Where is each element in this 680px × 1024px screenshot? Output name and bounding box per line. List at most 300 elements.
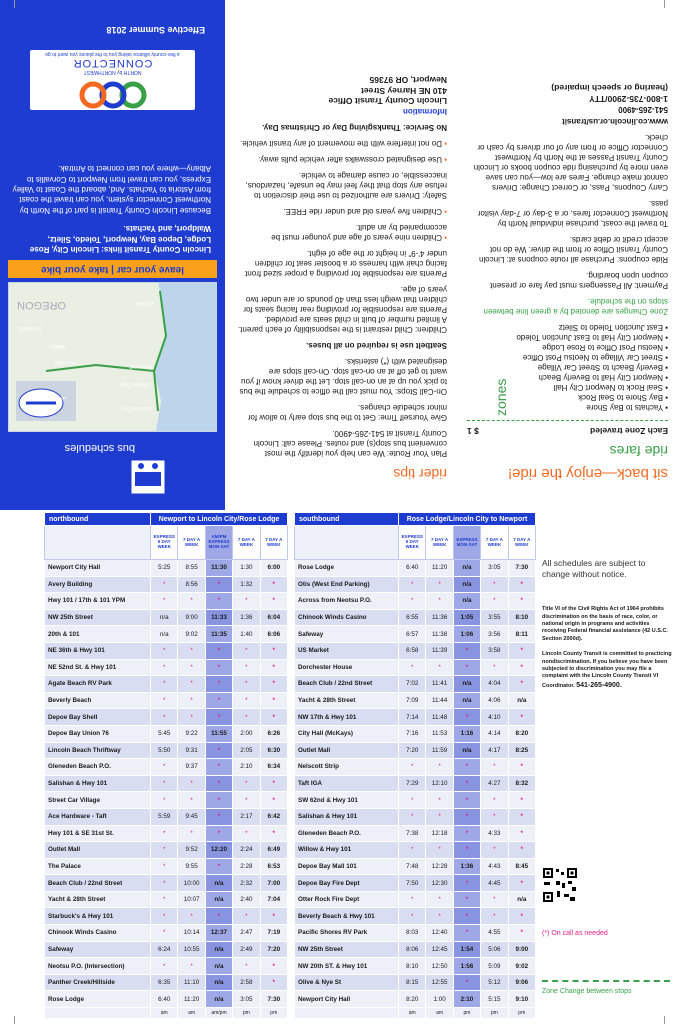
departure-time: 10:14 xyxy=(178,925,205,942)
departure-time: 10:55 xyxy=(178,941,205,958)
departure-time: * xyxy=(151,908,178,925)
stop-name: Olive & Nye St xyxy=(295,974,399,991)
logo-line1: NORTH by NORTHWEST xyxy=(83,69,142,75)
zone-item: • Neotsu Post Office to Rose Lodge xyxy=(516,342,668,352)
departure-time: * xyxy=(205,692,232,709)
service-col-header: 7 DAY A WEEK xyxy=(426,526,453,560)
service-col-header: AM/PM EXPRESS MON-SAT xyxy=(205,526,232,560)
departure-time: 12:18 xyxy=(426,825,453,842)
departure-time: 6:40 xyxy=(399,560,426,577)
departure-time: * xyxy=(260,659,287,676)
table-row xyxy=(45,759,288,776)
departure-time: * xyxy=(151,875,178,892)
table-row xyxy=(295,742,536,759)
departure-time: 8:06 xyxy=(399,941,426,958)
table-row xyxy=(45,725,288,742)
stop-name: Gleneden Beach P.O. xyxy=(295,825,399,842)
departure-time: * xyxy=(151,576,178,593)
table-row xyxy=(45,958,288,975)
departure-time: * xyxy=(151,842,178,859)
period-label: am xyxy=(426,1008,453,1019)
departure-time: 4:17 xyxy=(481,742,508,759)
zone-item: • Yachats to Bay Shore xyxy=(516,402,668,412)
stop-name: Outlet Mall xyxy=(295,742,399,759)
departure-time: 11:38 xyxy=(426,626,453,643)
departure-time: 1:06 xyxy=(453,626,480,643)
period-label: pm xyxy=(260,1008,287,1019)
northbound-route: Newport to Lincoln City/Rose Lodge xyxy=(151,513,288,526)
zone-legend: Zone Change between stops xyxy=(542,988,632,995)
departure-time: n/a xyxy=(508,692,535,709)
departure-time: n/a xyxy=(151,609,178,626)
table-row xyxy=(295,991,536,1008)
service-col-header: 7 DAY A WEEK xyxy=(260,526,287,560)
departure-time: 6:30 xyxy=(260,742,287,759)
departure-time: * xyxy=(205,825,232,842)
departure-time: * xyxy=(508,593,535,610)
departure-time: * xyxy=(205,709,232,726)
departure-time: 2:10 xyxy=(453,991,480,1008)
table-row xyxy=(295,659,536,676)
table-row xyxy=(295,908,536,925)
departure-time: 7:04 xyxy=(260,891,287,908)
stop-name: Salishan & Hwy 101 xyxy=(295,808,399,825)
lct-text xyxy=(542,651,672,690)
tty-number: 1-800-735-2900/TTY xyxy=(589,94,668,105)
departure-time: 9:02 xyxy=(178,626,205,643)
departure-time: 1:36 xyxy=(233,609,260,626)
departure-time: 2:00 xyxy=(233,725,260,742)
departure-time: 12:20 xyxy=(205,842,232,859)
zone-item: • Seal Rock to Newport City Hall xyxy=(516,382,668,392)
table-row xyxy=(295,958,536,975)
map-label: salem xyxy=(49,343,66,349)
departure-time: * xyxy=(481,808,508,825)
departure-time: * xyxy=(260,974,287,991)
tty-note: (hearing or speech impaired) xyxy=(551,83,668,94)
departure-time: 6:57 xyxy=(399,626,426,643)
crop-mark xyxy=(664,0,665,8)
stop-name: NW 25th Street xyxy=(45,609,151,626)
departure-time: * xyxy=(151,676,178,693)
departure-time: * xyxy=(453,842,480,859)
no-service-text: No Service: Thanksgiving Day or Christmas Day. xyxy=(262,123,447,133)
map-label: astoria xyxy=(135,300,154,306)
safety-text: Safety: Drivers are authorized to use their discretion to refuse any stop that they feel may be unsafe, hazardous, inaccessible, or cause damage to vehicle. xyxy=(245,171,447,201)
departure-time: * xyxy=(426,659,453,676)
departure-time: * xyxy=(178,593,205,610)
departure-time: * xyxy=(151,958,178,975)
departure-time: 3:58 xyxy=(481,642,508,659)
departure-time: * xyxy=(178,692,205,709)
departure-time: n/a xyxy=(453,742,480,759)
stop-name: Beach Club / 22nd Street xyxy=(45,875,151,892)
phone-number: 541-265-4900 xyxy=(618,105,668,115)
stop-name: Beverly Beach xyxy=(45,692,151,709)
table-row xyxy=(295,825,536,842)
table-row xyxy=(295,941,536,958)
because-text: Because Lincoln County Transit is part of the North by Northwest Connector system, you can travel the coast from Astoria to Yachats. And, aboard the Coast to Valley Express, you can travel from Newport to Corvallis to Albany—where you can connect to Amtrak. xyxy=(12,164,211,215)
departure-time: 4:33 xyxy=(481,825,508,842)
departure-time: 8:20 xyxy=(399,991,426,1008)
qr-code-icon[interactable] xyxy=(542,867,578,903)
stop-name: Chinook Winds Casino xyxy=(295,609,399,626)
departure-time: * xyxy=(178,676,205,693)
departure-time: 9:45 xyxy=(178,808,205,825)
departure-time: * xyxy=(260,576,287,593)
northbound-label: northbound xyxy=(45,513,151,526)
departure-time: * xyxy=(151,692,178,709)
departure-time: n/a xyxy=(453,560,480,577)
service-col-header: EXPRESS 6 DAY WEEK xyxy=(151,526,178,560)
departure-time: n/a xyxy=(205,991,232,1008)
departure-time: * xyxy=(508,792,535,809)
departure-time: * xyxy=(260,792,287,809)
departure-time: 8:03 xyxy=(399,925,426,942)
web-address[interactable]: www.co.lincoln.or.us/transit xyxy=(562,117,668,127)
coverage-map xyxy=(8,282,217,432)
departure-time: 1:05 xyxy=(453,609,480,626)
departure-time: 4:43 xyxy=(481,858,508,875)
departure-time: 7:14 xyxy=(399,709,426,726)
departure-time: * xyxy=(260,958,287,975)
children-text: Children: Child restraint is the responsibility of each parent. A limited number of built in child seats are provided. Parents are responsible for providing rear facing seats for children that weigh less than 40 pounds or are under two years of age. xyxy=(238,285,447,335)
table-row xyxy=(295,692,536,709)
title-vi-text: Title VI of the Civil Rights Act of 1964 prohibits discrimination on the basis of race, color, or national origin in programs and activities receiving Federal financial assistance (42 U.S.C. Section 2000d). xyxy=(542,606,668,642)
departure-time: * xyxy=(481,908,508,925)
parents-text: Parents are responsible for providing a proper sized front facing chair with harness or a booster seat for children under 4'-9" in height or the age of eight. xyxy=(245,249,447,279)
departure-time: * xyxy=(481,842,508,859)
map-label: Lincoln City xyxy=(120,405,152,411)
stop-name: NW 25th Street xyxy=(295,941,399,958)
departure-time: n/a xyxy=(453,676,480,693)
departure-time: 12:55 xyxy=(426,974,453,991)
departure-time: 12:45 xyxy=(426,941,453,958)
departure-time: * xyxy=(233,676,260,693)
departure-time: 9:52 xyxy=(178,842,205,859)
departure-time: * xyxy=(205,676,232,693)
stop-col-header xyxy=(45,526,151,560)
departure-time: * xyxy=(178,709,205,726)
departure-time: * xyxy=(205,775,232,792)
departure-time: n/a xyxy=(453,576,480,593)
departure-time: 4:27 xyxy=(481,775,508,792)
departure-time: n/a xyxy=(205,974,232,991)
table-row xyxy=(295,759,536,776)
stop-name: Yacht & 28th Street xyxy=(45,891,151,908)
departure-time: * xyxy=(481,891,508,908)
period-row xyxy=(295,1008,536,1019)
table-row xyxy=(295,642,536,659)
office-name: Lincoln County Transit Office xyxy=(328,96,447,107)
departure-time: * xyxy=(508,808,535,825)
zone-divider xyxy=(467,420,668,421)
table-row xyxy=(45,659,288,676)
departure-time: * xyxy=(260,676,287,693)
table-row xyxy=(45,875,288,892)
departure-time: 1:30 xyxy=(233,560,260,577)
departure-time: * xyxy=(399,842,426,859)
table-row xyxy=(45,576,288,593)
departure-time: * xyxy=(453,925,480,942)
give-time-text: Give Yourself Time: Get to the bus stop early to allow for minor schedule changes. xyxy=(247,403,447,423)
departure-time: 8:45 xyxy=(508,858,535,875)
crop-mark xyxy=(14,0,15,8)
notice-text: All schedules are subject to change without notice. xyxy=(542,558,646,580)
period-label: am/pm xyxy=(205,1008,232,1019)
departure-time: 5:09 xyxy=(481,958,508,975)
service-col-header: 7 DAY A WEEK xyxy=(481,526,508,560)
stop-name: Street Car Village xyxy=(45,792,151,809)
departure-time: 6:34 xyxy=(260,759,287,776)
zone-change-note: Zone Changes are denoted by a green line between stops on the schedule. xyxy=(483,297,668,317)
departure-time: * xyxy=(151,642,178,659)
departure-time: 6:58 xyxy=(399,642,426,659)
stop-name: Otter Rock Fire Dept xyxy=(295,891,399,908)
table-row xyxy=(45,676,288,693)
departure-time: * xyxy=(508,842,535,859)
departure-time: 8:10 xyxy=(508,609,535,626)
fare-price: $ 1 xyxy=(467,425,479,436)
cover-tagline: leave your car | take your bike xyxy=(8,260,217,278)
bus-schedules-logo xyxy=(20,456,205,496)
departure-time: 6:00 xyxy=(260,560,287,577)
service-col-header: 7 DAY A WEEK xyxy=(178,526,205,560)
zone-item: • Bay Shore to Seal Rock xyxy=(516,392,668,402)
departure-time: * xyxy=(205,642,232,659)
stop-name: NE 52nd St. & Hwy 101 xyxy=(45,659,151,676)
departure-time: 6:26 xyxy=(260,725,287,742)
departure-time: 5:12 xyxy=(481,974,508,991)
departure-time: 9:10 xyxy=(508,991,535,1008)
departure-time: * xyxy=(233,692,260,709)
table-row xyxy=(295,858,536,875)
safety-bullet: • Use designated crosswalks after vehicle pulls away. xyxy=(235,155,447,165)
departure-time: n/a xyxy=(205,941,232,958)
children-bullet: • Children nine years of age and younger must be accompanied by an adult. xyxy=(235,223,447,243)
stop-name: Starbuck's & Hwy 101 xyxy=(45,908,151,925)
period-label: am xyxy=(399,1008,426,1019)
stop-name: Neotsu P.O. (Intersection) xyxy=(45,958,151,975)
stop-name: Dorchester House xyxy=(295,659,399,676)
stop-name: Rose Lodge xyxy=(45,991,151,1008)
departure-time: * xyxy=(508,642,535,659)
stop-name: Hwy 101 / 17th & 101 YPM xyxy=(45,593,151,610)
stop-name: Depoe Bay Union 76 xyxy=(45,725,151,742)
departure-time: 11:55 xyxy=(205,725,232,742)
departure-time: n/a xyxy=(205,891,232,908)
departure-time: * xyxy=(233,775,260,792)
map-label: albany xyxy=(48,395,66,401)
brochure-outside-panels xyxy=(0,0,680,510)
departure-time: * xyxy=(508,875,535,892)
stop-name: Beverly Beach & Hwy 101 xyxy=(295,908,399,925)
departure-time: 12:40 xyxy=(426,925,453,942)
departure-time: * xyxy=(151,925,178,942)
table-row xyxy=(45,792,288,809)
departure-time: 8:20 xyxy=(508,725,535,742)
departure-time: 7:48 xyxy=(399,858,426,875)
departure-time: * xyxy=(508,676,535,693)
period-label: pm xyxy=(233,1008,260,1019)
departure-time: 1:36 xyxy=(453,858,480,875)
departure-time: * xyxy=(205,908,232,925)
zone-item: • Newport City Hall to East Junction Toledo xyxy=(516,332,668,342)
table-row xyxy=(45,941,288,958)
departure-time: * xyxy=(151,858,178,875)
departure-time: 9:02 xyxy=(508,958,535,975)
departure-time: 2:47 xyxy=(233,925,260,942)
table-row xyxy=(295,576,536,593)
departure-time: 8:32 xyxy=(508,775,535,792)
departure-time: 4:14 xyxy=(481,725,508,742)
departure-time: * xyxy=(453,891,480,908)
stop-name: Pacific Shores RV Park xyxy=(295,925,399,942)
departure-time: 6:35 xyxy=(151,974,178,991)
departure-time: * xyxy=(178,642,205,659)
departure-time: * xyxy=(178,908,205,925)
departure-time: * xyxy=(260,825,287,842)
stop-name: Nelscott Strip xyxy=(295,759,399,776)
map-label: Depoe Bay xyxy=(120,381,150,387)
departure-time: * xyxy=(426,576,453,593)
departure-time: 2:17 xyxy=(233,808,260,825)
departure-time: * xyxy=(426,908,453,925)
stop-name: Newport City Hall xyxy=(45,560,151,577)
departure-time: * xyxy=(233,659,260,676)
table-row xyxy=(295,626,536,643)
office-street: 410 NE Harney Street xyxy=(361,85,447,96)
departure-time: n/a xyxy=(508,891,535,908)
departure-time: * xyxy=(508,709,535,726)
table-row xyxy=(45,891,288,908)
departure-time: n/a xyxy=(453,593,480,610)
table-row xyxy=(295,974,536,991)
zone-item: • East Junction Toledo to Siletz xyxy=(516,322,668,332)
departure-time: 11:39 xyxy=(426,642,453,659)
departure-time: n/a xyxy=(205,958,232,975)
departure-time: 6:40 xyxy=(151,991,178,1008)
departure-time: * xyxy=(260,775,287,792)
transfer-text: To travel the coast, purchase individual North by Northwest Connector fares, or a 3-day or 7-day visitor pass. xyxy=(477,199,668,229)
departure-time: * xyxy=(453,875,480,892)
stop-name: Across from Neotsu P.O. xyxy=(295,593,399,610)
stop-name: Panther Creek/Hillside xyxy=(45,974,151,991)
departure-time: 2:10 xyxy=(233,759,260,776)
service-col-header: EXPRESS 6 DAY WEEK xyxy=(399,526,426,560)
departure-time: 6:04 xyxy=(260,609,287,626)
table-row xyxy=(45,593,288,610)
carry-text: Carry Coupons, Pass, or Correct Change: Drivers cannot make change. Fares are low—you can save even more by purchasing ride coupon books or Lincoln County Transit Passes at the North by Northwest Connector Office or from any of our drivers by cash or check. xyxy=(473,133,668,193)
departure-time: * xyxy=(233,908,260,925)
stop-name: US Market xyxy=(295,642,399,659)
departure-time: * xyxy=(151,709,178,726)
departure-time: * xyxy=(481,593,508,610)
departure-time: 1:00 xyxy=(426,991,453,1008)
stop-name: NW 20th ST. & Hwy 101 xyxy=(295,958,399,975)
departure-time: * xyxy=(399,659,426,676)
departure-time: * xyxy=(453,642,480,659)
stop-name: Depoe Bay Shell xyxy=(45,709,151,726)
timetable-panels xyxy=(0,512,680,1024)
table-row xyxy=(45,925,288,942)
departure-time: * xyxy=(399,808,426,825)
departure-time: * xyxy=(426,808,453,825)
departure-time: * xyxy=(233,792,260,809)
table-row xyxy=(295,842,536,859)
departure-time: 2:40 xyxy=(233,891,260,908)
table-row xyxy=(295,775,536,792)
departure-time: 4:10 xyxy=(481,709,508,726)
northbound-table xyxy=(44,512,288,1019)
effective-date: Effective Summer 2018 xyxy=(106,25,205,35)
departure-time: 11:59 xyxy=(426,742,453,759)
fare-label: Each Zone traveled xyxy=(590,425,668,436)
departure-time: * xyxy=(151,659,178,676)
payment-text: Payment: All Passengers must pay fare or present coupon upon boarding. xyxy=(490,271,668,291)
departure-time: * xyxy=(205,759,232,776)
table-row xyxy=(45,908,288,925)
info-title: Information xyxy=(403,107,447,117)
period-row xyxy=(45,1008,288,1019)
zone-legend-line xyxy=(542,980,670,982)
stop-name: Safeway xyxy=(45,941,151,958)
departure-time: * xyxy=(233,958,260,975)
safety-bullet: • Do not interfere with the movement of any transit vehicle. xyxy=(235,139,447,149)
departure-time: 2:28 xyxy=(233,858,260,875)
stop-name: SW 62nd & Hwy 101 xyxy=(295,792,399,809)
table-row xyxy=(45,991,288,1008)
departure-time: * xyxy=(453,808,480,825)
table-row xyxy=(295,676,536,693)
fares-panel xyxy=(455,0,680,510)
departure-time: 9:31 xyxy=(178,742,205,759)
period-label: am xyxy=(151,1008,178,1019)
departure-time: 5:15 xyxy=(481,991,508,1008)
table-row xyxy=(295,593,536,610)
departure-time: 12:10 xyxy=(426,775,453,792)
departure-time: 9:22 xyxy=(178,725,205,742)
departure-time: * xyxy=(205,858,232,875)
departure-time: 2:49 xyxy=(233,941,260,958)
departure-time: 10:07 xyxy=(178,891,205,908)
departure-time: 1:32 xyxy=(233,576,260,593)
southbound-route: Rose Lodge/Lincoln City to Newport xyxy=(399,513,536,526)
stop-name: Otis (West End Parking) xyxy=(295,576,399,593)
ride-coupons-text: Ride coupons: Purchase all route coupons at: Lincoln County Transit Office or from the driver. We do not accept credit or debit cards. xyxy=(478,235,668,265)
departure-time: * xyxy=(205,659,232,676)
departure-time: * xyxy=(453,825,480,842)
departure-time: 7:02 xyxy=(399,676,426,693)
departure-time: * xyxy=(399,908,426,925)
departure-time: 3:55 xyxy=(481,609,508,626)
departure-time: 11:10 xyxy=(178,974,205,991)
map-label: corvallis xyxy=(54,359,76,365)
departure-time: 5:59 xyxy=(151,808,178,825)
stop-col-header xyxy=(295,526,399,560)
departure-time: 11:20 xyxy=(426,560,453,577)
departure-time: 9:00 xyxy=(178,609,205,626)
table-row xyxy=(45,626,288,643)
departure-time: 4:55 xyxy=(481,925,508,942)
departure-time: 2:24 xyxy=(233,842,260,859)
departure-time: * xyxy=(233,593,260,610)
departure-time: 10:00 xyxy=(178,875,205,892)
departure-time: n/a xyxy=(453,692,480,709)
departure-time: * xyxy=(233,642,260,659)
cover-text xyxy=(11,163,211,254)
cover-panel xyxy=(0,0,225,510)
